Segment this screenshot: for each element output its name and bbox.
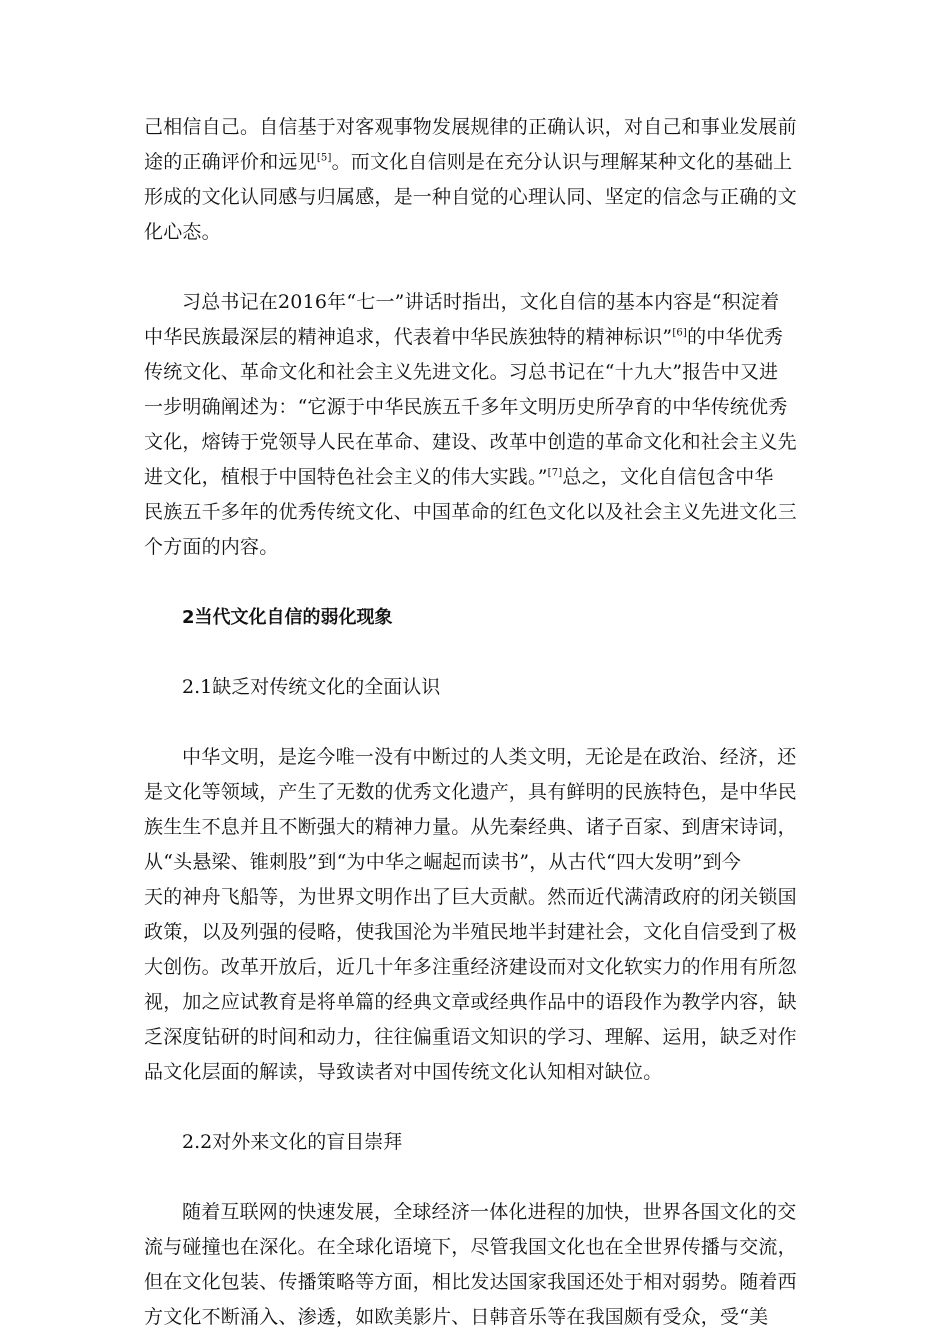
subsection-heading: 2.2对外来文化的盲目崇拜 — [182, 1131, 403, 1153]
paragraph-gap — [144, 1090, 804, 1125]
text-line: 视，加之应试教育是将单篇的经典文章或经典作品中的语段作为教学内容，缺 — [144, 991, 797, 1013]
paragraph-gap — [144, 565, 804, 600]
text-line: 一步明确阐述为：“它源于中华民族五千多年文明历史所孕育的中华传统优秀 — [144, 396, 788, 418]
text-line: 文化，熔铸于党领导人民在革命、建设、改革中创造的革命文化和社会主义先 — [144, 431, 797, 453]
text-line: 方文化不断涌入、渗透，如欧美影片、日韩音乐等在我国颇有受众，受“美 — [144, 1306, 769, 1328]
text-line: 形成的文化认同感与归属感，是一种自觉的心理认同、坚定的信念与正确的文 — [144, 186, 797, 208]
paragraph-cultural-confidence-content — [144, 285, 804, 565]
text-run: 。而文化自信则是在充分认识与理解某种文化的基础上 — [331, 151, 793, 173]
paragraph-gap — [144, 705, 804, 740]
text-line: 从“头悬梁、锥刺股”到“为中华之崛起而读书”，从古代“四大发明”到今 — [144, 851, 742, 873]
paragraph-traditional-culture — [144, 740, 804, 1090]
text-line — [144, 460, 804, 495]
text-line: 乏深度钻研的时间和动力，往往偏重语文知识的学习、理解、运用，缺乏对作 — [144, 1026, 797, 1048]
text-run: 总之，文化自信包含中华 — [562, 466, 774, 488]
text-line: 大创伤。改革开放后，近几十年多注重经济建设而对文化软实力的作用有所忽 — [144, 956, 797, 978]
text-line: 随着互联网的快速发展，全球经济一体化进程的加快，世界各国文化的交 — [182, 1201, 797, 1223]
paragraph-gap — [144, 1160, 804, 1195]
text-run: 的中华优秀 — [687, 326, 784, 348]
text-run: 进文化，植根于中国特色社会主义的伟大实践。” — [144, 466, 548, 488]
document-page — [144, 110, 804, 1335]
text-line: 中华文明，是迄今唯一没有中断过的人类文明，无论是在政治、经济，还 — [182, 746, 797, 768]
text-line: 己相信自己。自信基于对客观事物发展规律的正确认识，对自己和事业发展前 — [144, 116, 797, 138]
paragraph-self-confidence-definition — [144, 110, 804, 250]
paragraph-gap — [144, 250, 804, 285]
text-run: 中华民族最深层的精神追求，代表着中华民族独特的精神标识” — [144, 326, 673, 348]
text-line: 族生生不息并且不断强大的精神力量。从先秦经典、诸子百家、到唐宋诗词， — [144, 816, 797, 838]
citation-ref: [5] — [316, 152, 332, 164]
text-line: 但在文化包装、传播策略等方面，相比发达国家我国还处于相对弱势。随着西 — [144, 1271, 797, 1293]
text-line: 流与碰撞也在深化。在全球化语境下，尽管我国文化也在全世界传播与交流， — [144, 1236, 797, 1258]
paragraph-gap — [144, 635, 804, 670]
subsection-heading: 2.1缺乏对传统文化的全面认识 — [182, 676, 441, 698]
text-run: 途的正确评价和远见 — [144, 151, 317, 173]
text-line: 传统文化、革命文化和社会主义先进文化。习总书记在“十九大”报告中又进 — [144, 361, 779, 383]
text-line: 政策，以及列强的侵略，使我国沦为半殖民地半封建社会，文化自信受到了极 — [144, 921, 797, 943]
text-line — [144, 320, 804, 355]
text-line: 个方面的内容。 — [144, 536, 279, 558]
text-line: 化心态。 — [144, 221, 221, 243]
citation-ref: [7] — [547, 467, 563, 479]
text-line: 习总书记在2016年“七一”讲话时指出，文化自信的基本内容是“积淀着 — [182, 291, 780, 313]
text-line: 是文化等领域，产生了无数的优秀文化遗产，具有鲜明的民族特色，是中华民 — [144, 781, 797, 803]
text-line: 品文化层面的解读，导致读者对中国传统文化认知相对缺位。 — [144, 1061, 663, 1083]
text-line — [144, 145, 804, 180]
text-line: 天的神舟飞船等，为世界文明作出了巨大贡献。然而近代满清政府的闭关锁国 — [144, 886, 797, 908]
paragraph-foreign-culture — [144, 1195, 804, 1335]
citation-ref: [6] — [672, 327, 688, 339]
section-heading: 2当代文化自信的弱化现象 — [182, 607, 393, 628]
text-line: 民族五千多年的优秀传统文化、中国革命的红色文化以及社会主义先进文化三 — [144, 501, 797, 523]
